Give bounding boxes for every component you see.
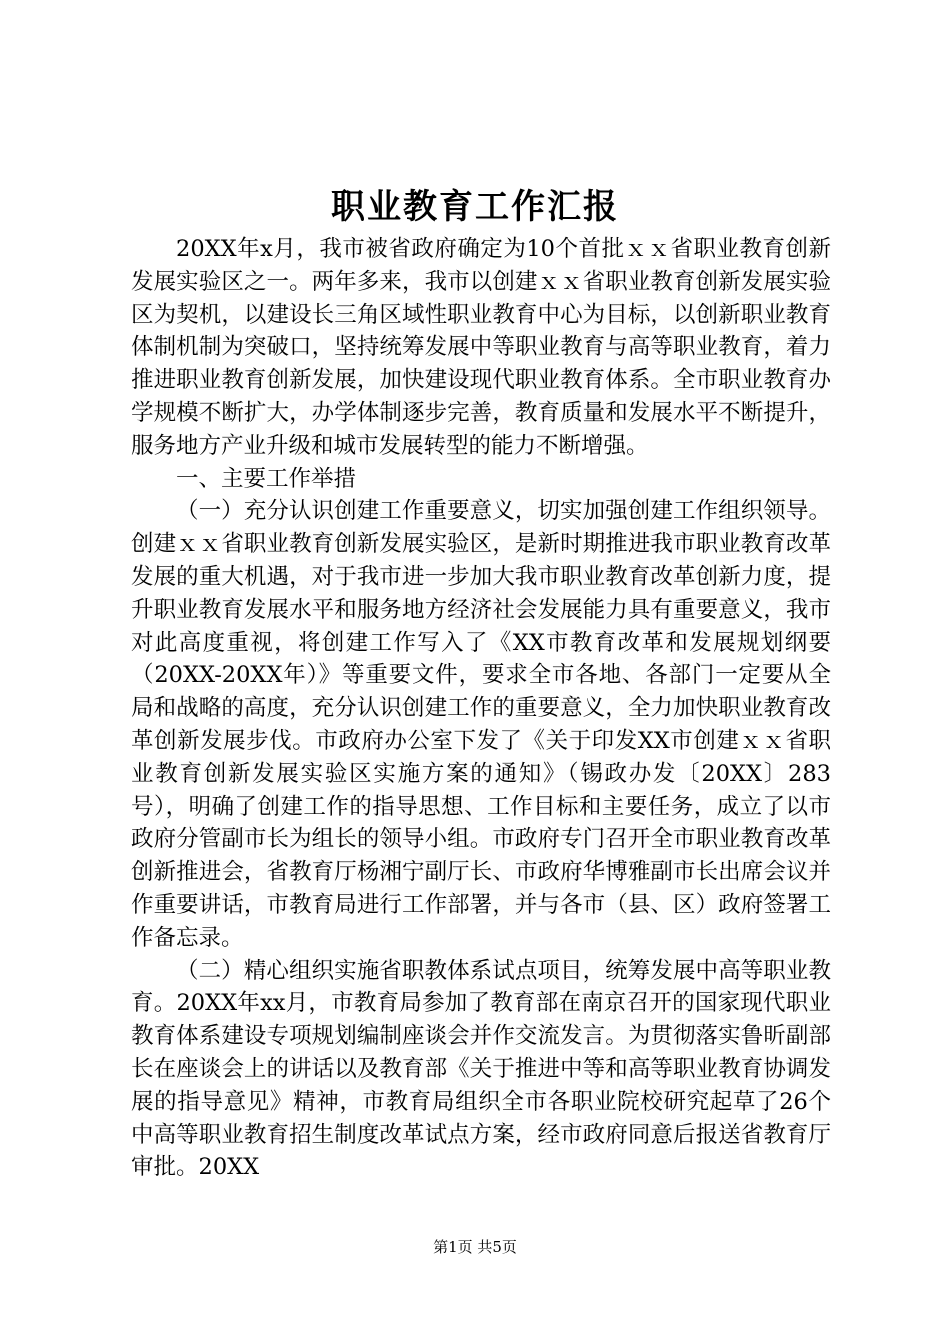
section-heading: 一、主要工作举措 bbox=[176, 465, 357, 492]
document-body bbox=[131, 233, 831, 1184]
document-title: 职业教育工作汇报 bbox=[331, 187, 619, 227]
page-footer: 第1页 共5页 bbox=[433, 1238, 517, 1256]
paragraph-section-2: （二）精心组织实施省职教体系试点项目，统筹发展中高等职业教育。20XX年xx月，市教育局参加了教育部在南京召开的国家现代职业教育体系建设专项规划编制座谈会并作交流发言。为贯彻落实鲁昕副部长在座谈会上的讲话以及教育部《关于推进中等和高等职业教育协调发展的指导意见》精神，市教育局组织全市各职业院校研究起草了26个中高等职业教育招生制度改革试点方案，经市政府同意后报送省教育厅审批。20XX bbox=[131, 957, 831, 1181]
paragraph-section-1: （一）充分认识创建工作重要意义，切实加强创建工作组织领导。创建ｘｘ省职业教育创新发展实验区，是新时期推进我市职业教育改革发展的重大机遇，对于我市进一步加大我市职业教育改革创新力度，提升职业教育发展水平和服务地方经济社会发展能力具有重要意义，我市对此高度重视，将创建工作写入了《XX市教育改革和发展规划纲要（20XX-20XX年）》等重要文件，要求全市各地、各部门一定要从全局和战略的高度，充分认识创建工作的重要意义，全力加快职业教育改革创新发展步伐。市政府办公室下发了《关于印发XX市创建ｘｘ省职业教育创新发展实验区实施方案的通知》（锡政办发〔20XX〕283号），明确了创建工作的指导思想、工作目标和主要任务，成立了以市政府分管副市长为组长的领导小组。市政府专门召开全市职业教育改革创新推进会，省教育厅杨湘宁副厅长、市政府华博雅副市长出席会议并作重要讲话，市教育局进行工作部署，并与各市（县、区）政府签署工作备忘录。 bbox=[131, 498, 831, 951]
paragraph-intro: 20XX年x月，我市被省政府确定为10个首批ｘｘ省职业教育创新发展实验区之一。两年多来，我市以创建ｘｘ省职业教育创新发展实验区为契机，以建设长三角区域性职业教育中心为目标，以创新职业教育体制机制为突破口，坚持统筹发展中等职业教育与高等职业教育，着力推进职业教育创新发展，加快建设现代职业教育体系。全市职业教育办学规模不断扩大，办学体制逐步完善，教育质量和发展水平不断提升，服务地方产业升级和城市发展转型的能力不断增强。 bbox=[131, 236, 831, 459]
